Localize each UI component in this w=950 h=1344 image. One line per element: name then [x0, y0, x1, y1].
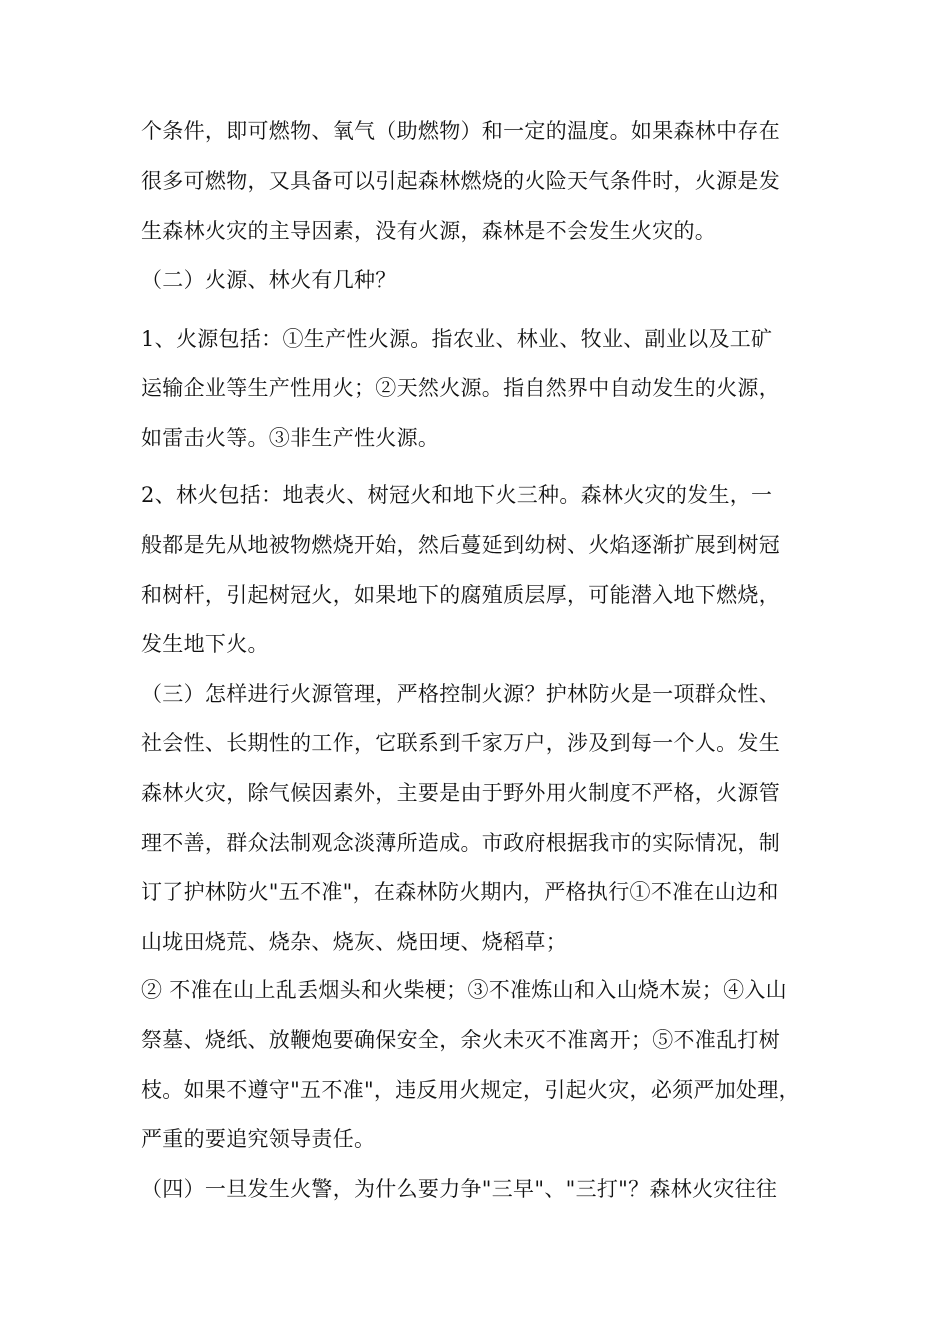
text-line: 枝。如果不遵守"五不准"，违反用火规定，引起火灾，必须严加处理，: [141, 1078, 800, 1102]
text-line: 山垅田烧荒、烧杂、烧灰、烧田埂、烧稻草；: [141, 930, 567, 954]
text-line: 和树杆，引起树冠火，如果地下的腐殖质层厚，可能潜入地下燃烧，: [141, 583, 780, 607]
text-line: （三）怎样进行火源管理，严格控制火源？护林防火是一项群众性、: [141, 682, 780, 706]
text-line: 订了护林防火"五不准"，在森林防火期内，严格执行①不准在山边和: [141, 880, 779, 904]
text-line: 森林火灾，除气候因素外，主要是由于野外用火制度不严格，火源管: [141, 781, 780, 805]
text-line: 运输企业等生产性用火；②天然火源。指自然界中自动发生的火源，: [141, 376, 780, 400]
text-line: 如雷击火等。③非生产性火源。: [141, 426, 440, 450]
text-line: 发生地下火。: [141, 632, 269, 656]
text-line: 2、林火包括：地表火、树冠火和地下火三种。森林火灾的发生，一: [141, 483, 773, 507]
text-line: 1、火源包括：①生产性火源。指农业、林业、牧业、副业以及工矿: [141, 327, 773, 351]
text-line: 个条件，即可燃物、氧气（助燃物）和一定的温度。如果森林中存在: [141, 119, 780, 143]
text-line: ② 不准在山上乱丢烟头和火柴梗；③不准炼山和入山烧木炭；④入山: [141, 978, 787, 1002]
section-heading: （二）火源、林火有几种？: [141, 268, 397, 292]
text-line: 社会性、长期性的工作，它联系到千家万户，涉及到每一个人。发生: [141, 731, 780, 755]
text-line: 生森林火灾的主导因素，没有火源，森林是不会发生火灾的。: [141, 219, 717, 243]
text-line: 般都是先从地被物燃烧开始，然后蔓延到幼树、火焰逐渐扩展到树冠: [141, 533, 780, 557]
text-line: 理不善，群众法制观念淡薄所造成。市政府根据我市的实际情况，制: [141, 831, 780, 855]
text-line: 严重的要追究领导责任。: [141, 1127, 376, 1151]
text-line: （四）一旦发生火警，为什么要力争"三早"、"三打"？森林火灾往往: [141, 1177, 778, 1201]
text-line: 很多可燃物，又具备可以引起森林燃烧的火险天气条件时，火源是发: [141, 169, 780, 193]
text-line: 祭墓、烧纸、放鞭炮要确保安全，余火未灭不准离开；⑤不准乱打树: [141, 1028, 780, 1052]
